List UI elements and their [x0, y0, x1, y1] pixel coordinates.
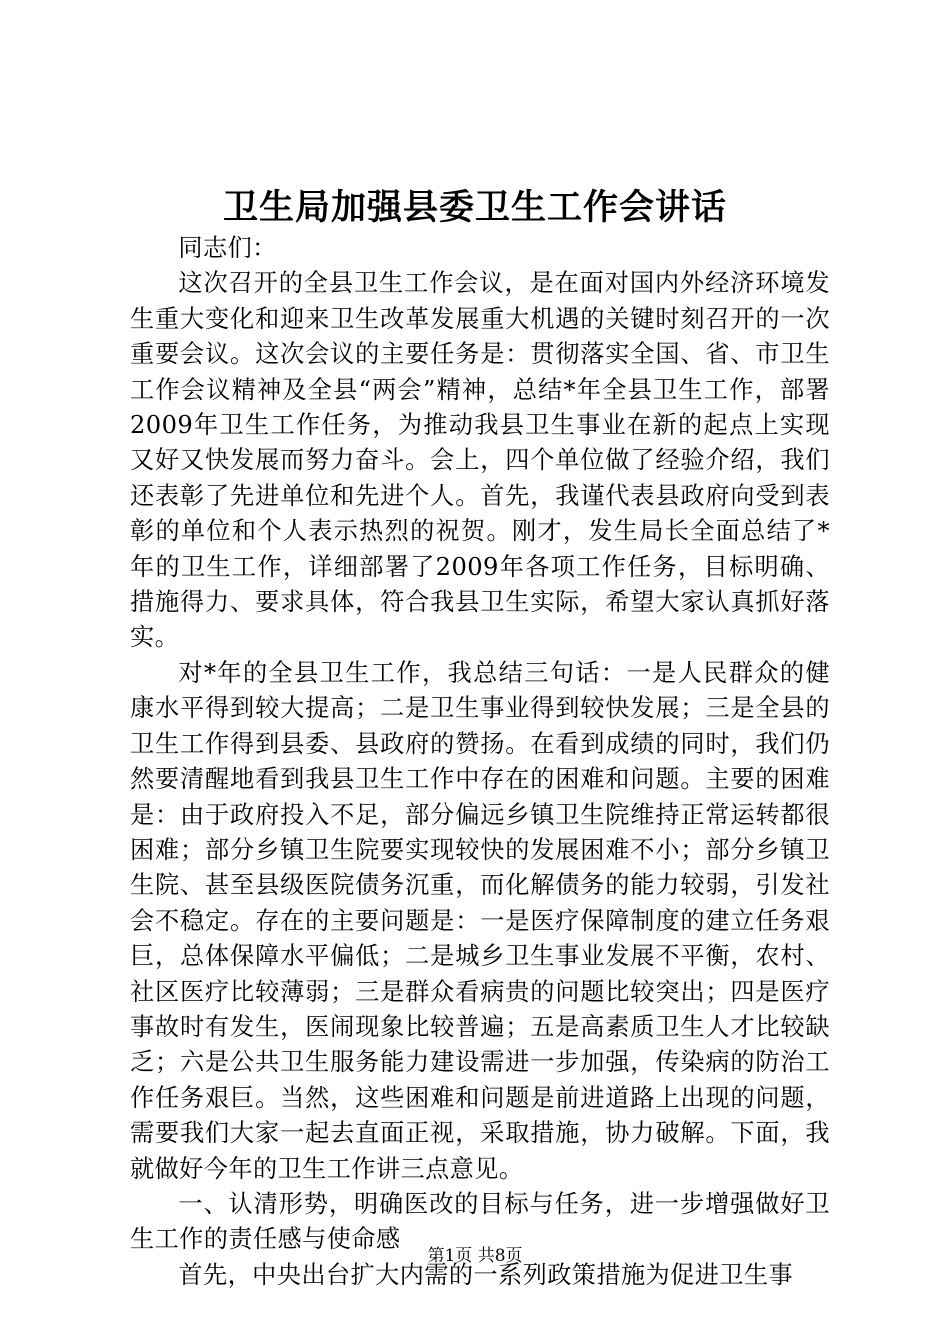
- page-footer: 第1页 共8页: [427, 1246, 523, 1266]
- body-paragraph-2: 对*年的全县卫生工作，我总结三句话：一是人民群众的健康水平得到较大提高；二是卫生事业得到较快发展；三是全县的卫生工作得到县委、县政府的赞扬。在看到成绩的同时，我们仍然要清醒地看到我县卫生工作中存在的困难和问题。主要的困难是：由于政府投入不足，部分偏远乡镇卫生院维持正常运转都很困难；部分乡镇卫生院要实现较快的发展困难不小；部分乡镇卫生院、甚至县级医院债务沉重，而化解债务的能力较弱，引发社会不稳定。存在的主要问题是：一是医疗保障制度的建立任务艰巨，总体保障水平偏低；二是城乡卫生事业发展不平衡，农村、社区医疗比较薄弱；三是群众看病贵的问题比较突出；四是医疗事故时有发生，医闹现象比较普遍；五是高素质卫生人才比较缺乏；六是公共卫生服务能力建设需进一步加强，传染病的防治工作任务艰巨。当然，这些困难和问题是前进道路上出现的问题，需要我们大家一起去直面正视，采取措施，协力破解。下面，我就做好今年的卫生工作讲三点意见。: [130, 658, 830, 1183]
- document-title: 卫生局加强县委卫生工作会讲话: [222, 187, 727, 228]
- body-paragraph-3: 首先，中央出台扩大内需的一系列政策措施为促进卫生事: [178, 1260, 794, 1289]
- body-paragraph-1: 这次召开的全县卫生工作会议，是在面对国内外经济环境发生重大变化和迎来卫生改革发展重大机遇的关键时刻召开的一次重要会议。这次会议的主要任务是：贯彻落实全国、省、市卫生工作会议精神及全县“两会”精神，总结*年全县卫生工作，部署2009年卫生工作任务，为推动我县卫生事业在新的起点上实现又好又快发展而努力奋斗。会上，四个单位做了经验介绍，我们还表彰了先进单位和先进个人。首先，我谨代表县政府向受到表彰的单位和个人表示热烈的祝贺。刚才，发生局长全面总结了*年的卫生工作，详细部署了2009年各项工作任务，目标明确、措施得力、要求具体，符合我县卫生实际，希望大家认真抓好落实。: [130, 269, 830, 652]
- section-heading-1: 一、认清形势，明确医改的目标与任务，进一步增强做好卫生工作的责任感与使命感: [130, 1189, 830, 1254]
- salutation-paragraph: 同志们：: [178, 234, 277, 262]
- document-body: [130, 231, 830, 1293]
